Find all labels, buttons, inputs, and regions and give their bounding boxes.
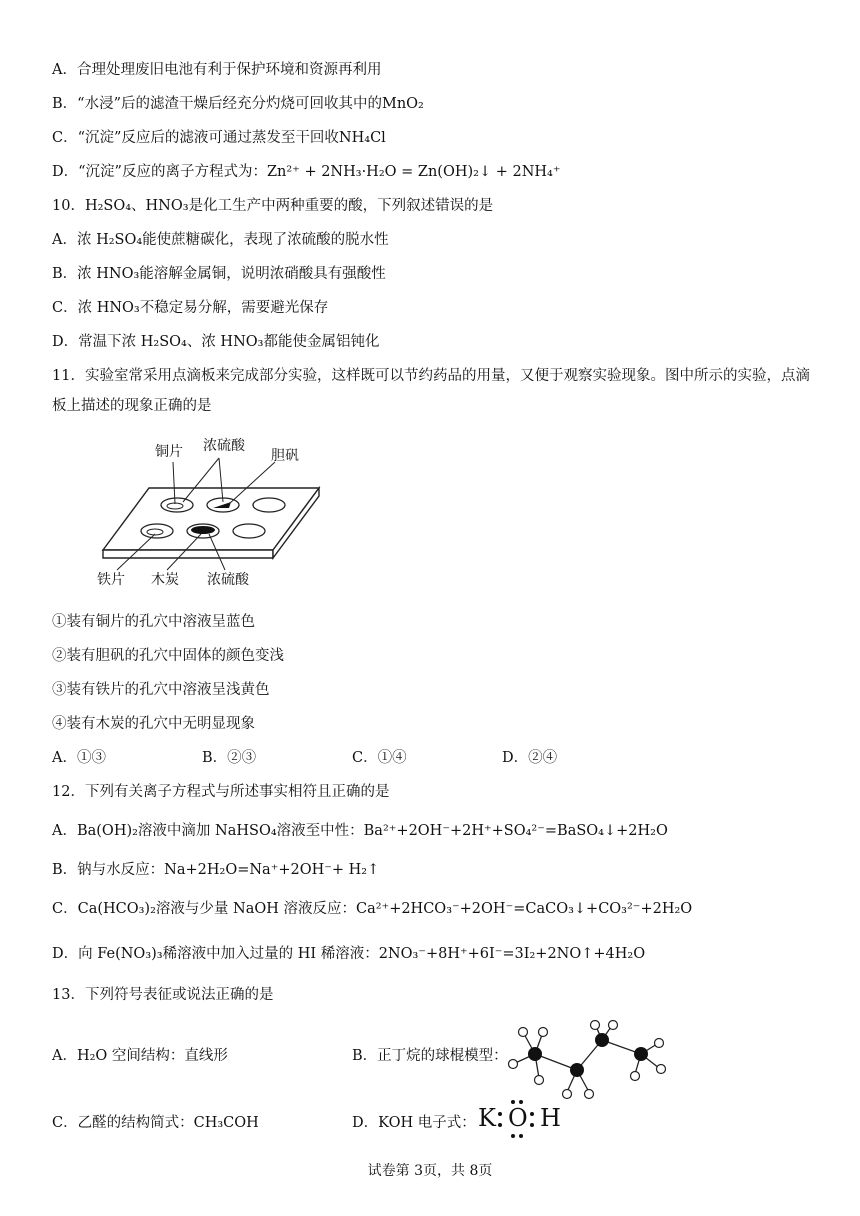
q13-option-a: A．H₂O 空间结构：直线形 [52, 1048, 228, 1064]
q9-option-d-equation: Zn²⁺ + 2NH₃·H₂O = Zn(OH)₂↓ + 2NH₄⁺ [266, 164, 561, 180]
well-empty-2 [233, 524, 265, 538]
q9-option-d [52, 162, 561, 182]
q9-option-d-prefix: D．“沉淀”反应的离子方程式为： [52, 164, 267, 180]
q9-option-c: C．“沉淀”反应后的滤液可通过蒸发至干回收NH₄Cl [52, 130, 386, 146]
q11-stem: 11．实验室常采用点滴板来完成部分实验，这样既可以节约药品的用量，又便于观察实验现象。图中所示的实验，点滴板上描述的现象正确的是 [52, 368, 810, 414]
koh-h: H [540, 1104, 561, 1132]
q11-option-d: D．②④ [502, 750, 558, 766]
q9-option-b: B．“水浸”后的滤渣干燥后经充分灼烧可回收其中的MnO₂ [52, 96, 424, 112]
koh-electron-formula [478, 1100, 568, 1140]
label-bluevitriol: 胆矾 [271, 448, 299, 464]
q11-statement-2: ②装有胆矾的孔穴中固体的颜色变浅 [52, 648, 284, 664]
q11-statement-4: ④装有木炭的孔穴中无明显现象 [52, 716, 255, 732]
well-copper [161, 498, 193, 512]
q11-statement-3: ③装有铁片的孔穴中溶液呈浅黄色 [52, 682, 270, 698]
spot-plate-figure [95, 432, 335, 592]
q10-option-c: C．浓 HNO₃不稳定易分解，需要避光保存 [52, 300, 329, 316]
q13-option-c: C．乙醛的结构简式：CH₃COH [52, 1115, 259, 1131]
well-empty-1 [253, 498, 285, 512]
label-copper: 铜片 [155, 444, 183, 460]
well-iron [141, 524, 173, 538]
q12-stem: 12．下列有关离子方程式与所述事实相符且正确的是 [52, 784, 390, 800]
q10-stem: 10．H₂SO₄、HNO₃是化工生产中两种重要的酸，下列叙述错误的是 [52, 198, 494, 214]
page-footer: 试卷第 3页，共 8页 [367, 1163, 493, 1179]
q12-option-d: D．向 Fe(NO₃)₃稀溶液中加入过量的 HI 稀溶液：2NO₃⁻+8H⁺+6I⁻=3I₂+2NO↑+4H₂O [52, 946, 646, 962]
label-conc-acid-top: 浓硫酸 [203, 438, 245, 454]
q11-option-a: A．①③ [52, 750, 106, 766]
q12-option-a: A．Ba(OH)₂溶液中滴加 NaHSO₄溶液至中性：Ba²⁺+2OH⁻+2H⁺+SO₄²⁻=BaSO₄↓+2H₂O [52, 823, 668, 839]
label-conc-acid-bottom: 浓硫酸 [207, 572, 249, 588]
q13-option-d-prefix: D．KOH 电子式： [352, 1115, 476, 1131]
q13-option-b: B．正丁烷的球棍模型： [352, 1048, 508, 1064]
q12-option-c: C．Ca(HCO₃)₂溶液与少量 NaOH 溶液反应：Ca²⁺+2HCO₃⁻+2OH⁻=CaCO₃↓+CO₃²⁻+2H₂O [52, 901, 693, 917]
label-iron: 铁片 [97, 572, 125, 588]
q10-option-b: B．浓 HNO₃能溶解金属铜，说明浓硝酸具有强酸性 [52, 266, 386, 282]
koh-o-dots-top [511, 1100, 523, 1104]
q11-option-b: B．②③ [202, 750, 257, 766]
koh-o: O [508, 1104, 528, 1132]
q11-statement-1: ①装有铜片的孔穴中溶液呈蓝色 [52, 614, 255, 630]
koh-k: K [478, 1104, 496, 1132]
koh-colon-left [498, 1112, 502, 1128]
label-charcoal: 木炭 [151, 572, 179, 588]
koh-o-dots-bottom [511, 1134, 523, 1138]
q12-option-b: B．钠与水反应：Na+2H₂O=Na⁺+2OH⁻+ H₂↑ [52, 862, 380, 878]
q11-option-c: C．①④ [352, 750, 407, 766]
koh-colon-right [530, 1112, 534, 1128]
q9-option-a: A．合理处理废旧电池有利于保护环境和资源再利用 [52, 62, 382, 78]
butane-ball-stick-model [505, 1020, 675, 1110]
q10-option-a: A．浓 H₂SO₄能使蔗糖碳化，表现了浓硫酸的脱水性 [52, 232, 389, 248]
q13-stem: 13．下列符号表征或说法正确的是 [52, 987, 274, 1003]
q10-option-d: D．常温下浓 H₂SO₄、浓 HNO₃都能使金属铝钝化 [52, 334, 380, 350]
q13-option-d [352, 1113, 476, 1133]
